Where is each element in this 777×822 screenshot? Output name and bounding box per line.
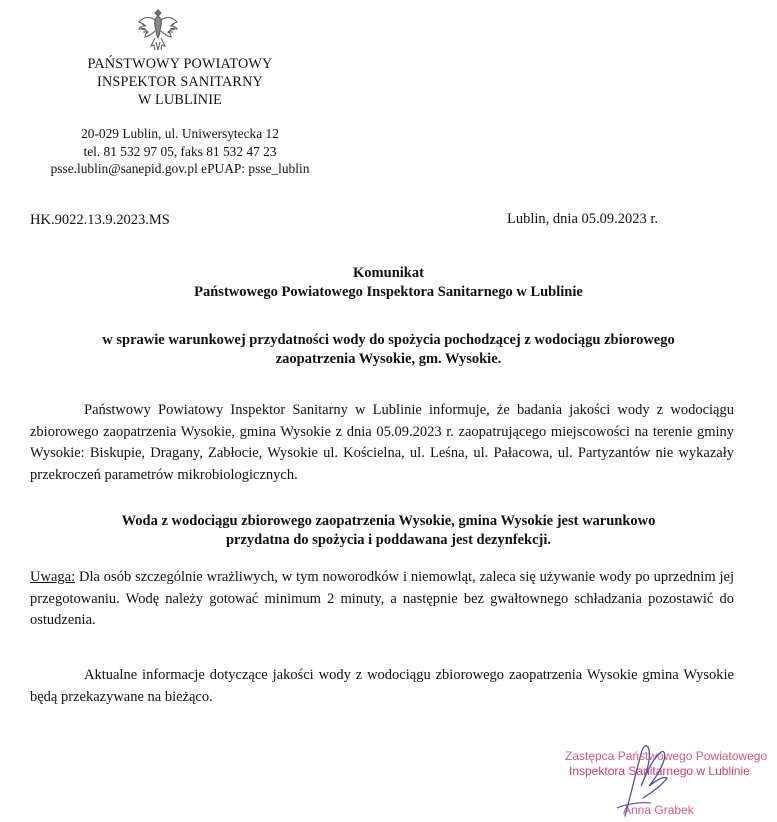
address-block — [30, 125, 330, 178]
announcement-subject — [0, 331, 777, 369]
stamp-line: Zastępca Państwowego Powiatowego — [565, 749, 768, 763]
subject-line: zaopatrzenia Wysokie, gm. Wysokie. — [275, 351, 502, 367]
note-text: Dla osób szczególnie wrażliwych, w tym noworodków i niemowląt, zaleca się używanie wody po uprzednim jej przegotowaniu. Wodę należy gotować minimum 2 minuty, a następnie bez gwałtownego schładzania pozostawić do ostudzenia. — [30, 569, 734, 628]
conclusion-statement — [0, 512, 777, 550]
note-paragraph — [30, 567, 734, 632]
subject-line: w sprawie warunkowej przydatności wody do spożycia pochodzącej z wodociągu zbiorowego — [102, 332, 675, 348]
document-date: Lublin, dnia 05.09.2023 r. — [507, 211, 659, 227]
official-stamp — [545, 738, 770, 822]
institution-line: INSPEKTOR SANITARNY — [97, 74, 263, 90]
address-line: 20-029 Lublin, ul. Uniwersytecka 12 — [81, 126, 279, 141]
polish-eagle-emblem-icon — [136, 6, 180, 56]
handwritten-signature-icon — [605, 738, 695, 822]
institution-header — [60, 55, 300, 109]
announcement-title — [0, 264, 777, 302]
institution-line: W LUBLINIE — [137, 92, 223, 108]
reference-number: HK.9022.13.9.2023.MS — [30, 212, 170, 228]
title-line: Państwowego Powiatowego Inspektora Sanitarnego w Lublinie — [194, 284, 583, 300]
institution-line: PAŃSTWOWY POWIATOWY — [87, 56, 273, 72]
conclusion-line: Woda z wodociągu zbiorowego zaopatrzenia Wysokie, gmina Wysokie jest warunkowo — [121, 513, 656, 529]
body-paragraph-updates: Aktualne informacje dotyczące jakości wody z wodociągu zbiorowego zaopatrzenia Wysokie gmina Wysokie będą przekazywane na bieżąco. — [30, 667, 734, 705]
title-line: Komunikat — [353, 265, 424, 281]
contact-phone-fax: tel. 81 532 97 05, faks 81 532 47 23 — [83, 143, 277, 159]
body-paragraph-results: Państwowy Powiatowy Inspektor Sanitarny w Lublinie informuje, że badania jakości wody z wodociągu zbiorowego zaopatrzenia Wysokie, gmina Wysokie z dnia 05.09.2023 r. zaopatrującego miejscowości na terenie gminy Wysokie: Biskupie, Dragany, Zabłocie, Wysokie ul. Kościelna, ul. Leśna, ul. Pałacowa, ul. Partyzantów nie wykazały przekroczeń parametrów mikrobiologicznych. — [30, 402, 734, 483]
note-label: Uwaga: — [30, 569, 76, 585]
stamp-line: Inspektora Sanitarnego w Lublinie — [569, 764, 750, 778]
contact-email-epuap: psse.lublin@sanepid.gov.pl ePUAP: psse_lublin — [50, 161, 310, 176]
stamp-name: Anna Grabek — [623, 803, 694, 817]
conclusion-line: przydatna do spożycia i poddawana jest dezynfekcji. — [225, 532, 552, 548]
